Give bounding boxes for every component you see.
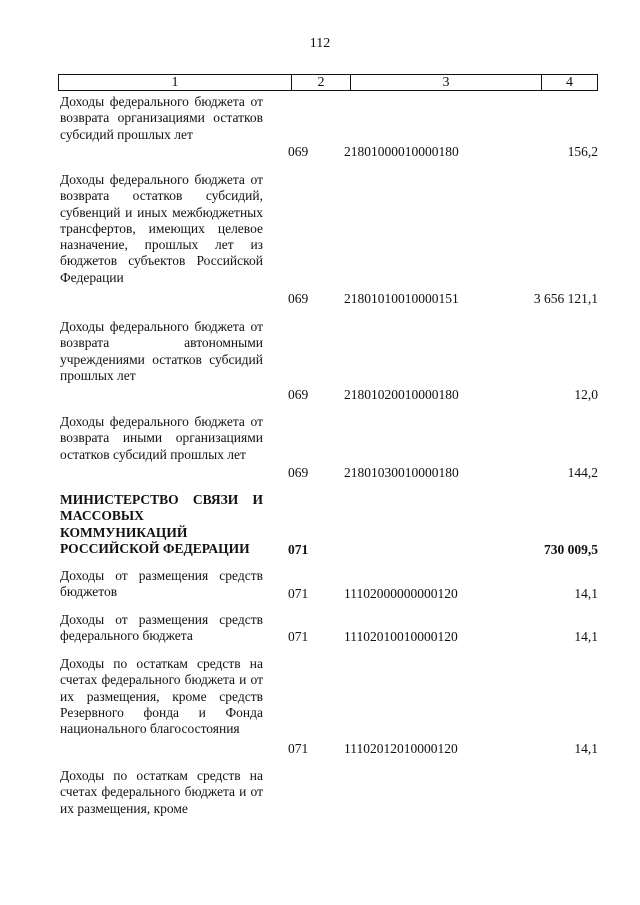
ministry-row [60, 492, 600, 558]
row-name: Доходы от размещения средств бюджетов [60, 568, 263, 600]
row-name: Доходы по остаткам средств на счетах федерального бюджета и от их размещения, кроме [60, 768, 263, 816]
column-header-2: 2 [317, 75, 325, 90]
row-amount: 14,1 [574, 586, 598, 601]
row-name: Доходы по остаткам средств на счетах федерального бюджета и от их размещения, кроме средств Резервного фонда и Фонда национального благосостояния [60, 656, 263, 737]
table-row [60, 656, 600, 757]
table-row [60, 414, 600, 481]
page-number: 112 [309, 36, 331, 51]
row-name: Доходы от размещения средств федерального бюджета [60, 612, 263, 644]
row-budget-code: 11102000000000120 [344, 586, 458, 601]
row-admin-code: 071 [288, 586, 309, 601]
row-admin-code: 069 [288, 387, 309, 402]
row-name: Доходы федерального бюджета от возврата остатков субсидий, субвенций и иных межбюджетных трансфертов, имеющих целевое назначение, прошлых лет из бюджетов субъектов Российской Федерации [60, 172, 263, 285]
table-row [60, 568, 600, 602]
row-name: Доходы федерального бюджета от возврата автономными учреждениями остатков субсидий прошлых лет [60, 319, 263, 383]
row-amount: 3 656 121,1 [533, 291, 598, 306]
ministry-total-amount: 730 009,5 [544, 542, 598, 557]
column-header-4: 4 [566, 75, 573, 90]
row-budget-code: 21801030010000180 [344, 465, 459, 480]
row-name: Доходы федерального бюджета от возврата иными организациями остатков субсидий прошлых лет [60, 414, 263, 462]
row-name: Доходы федерального бюджета от возврата организациями остатков субсидий прошлых лет [60, 94, 263, 142]
table-row [60, 172, 600, 307]
row-budget-code: 11102012010000120 [344, 741, 458, 756]
row-budget-code: 11102010010000120 [344, 629, 458, 644]
row-budget-code: 21801010010000151 [344, 291, 459, 306]
ministry-name: МИНИСТЕРСТВО СВЯЗИ И МАССОВЫХ КОММУНИКАЦИЙ РОССИЙСКОЙ ФЕДЕРАЦИИ [60, 492, 263, 556]
row-amount: 12,0 [574, 387, 598, 402]
table-row [60, 94, 600, 160]
row-admin-code: 069 [288, 144, 309, 159]
column-header-3: 3 [442, 75, 450, 90]
column-header-1: 1 [171, 75, 179, 90]
row-admin-code: 069 [288, 291, 309, 306]
table-row-continued [60, 768, 600, 820]
row-admin-code: 069 [288, 465, 309, 480]
row-amount: 14,1 [574, 629, 598, 644]
row-budget-code: 21801020010000180 [344, 387, 459, 402]
row-amount: 156,2 [567, 144, 598, 159]
row-amount: 14,1 [574, 741, 598, 756]
table-row [60, 612, 600, 645]
table-header [58, 74, 598, 91]
row-amount: 144,2 [567, 465, 598, 480]
table-row [60, 319, 600, 403]
row-admin-code: 071 [288, 741, 309, 756]
row-budget-code: 21801000010000180 [344, 144, 459, 159]
row-admin-code: 071 [288, 542, 309, 557]
row-admin-code: 071 [288, 629, 309, 644]
